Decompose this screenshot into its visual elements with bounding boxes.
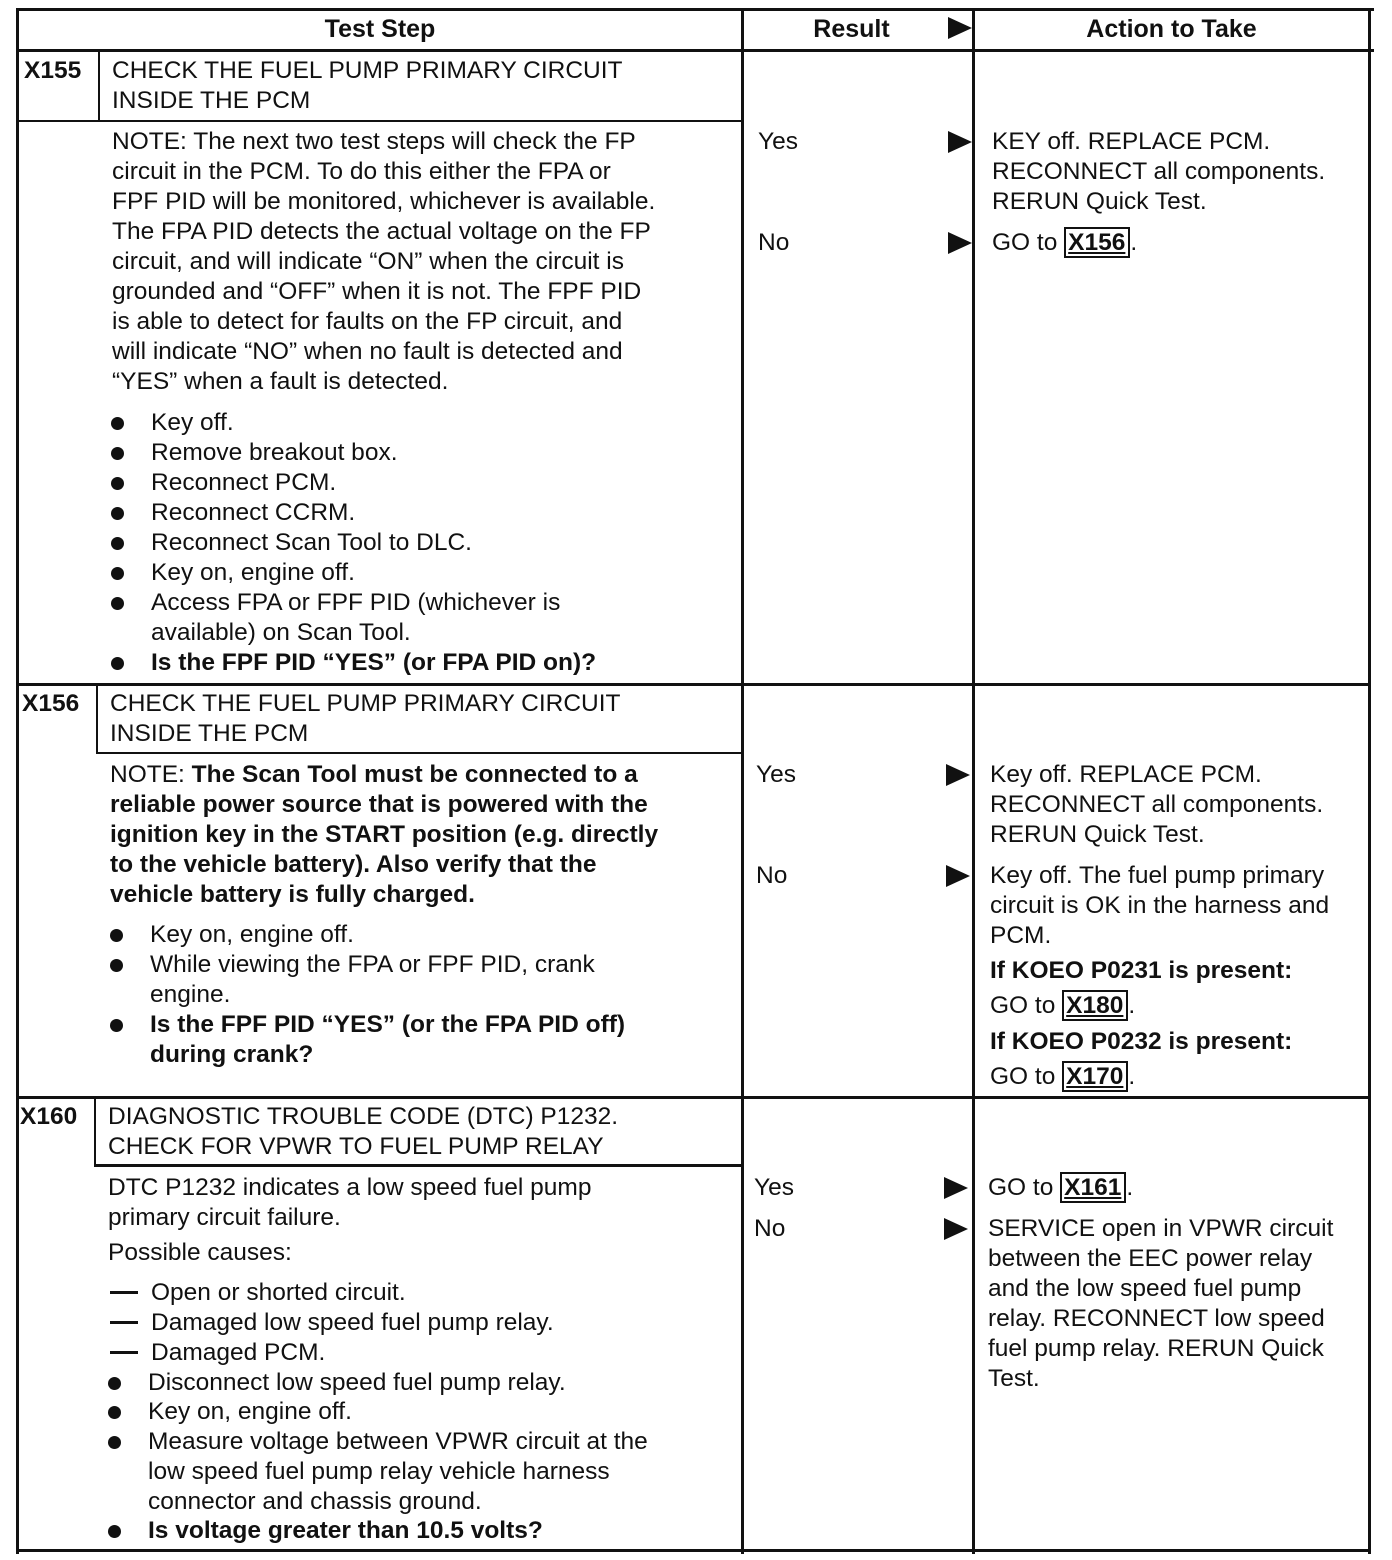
bullet-question: Is voltage greater than 10.5 volts? — [148, 1517, 543, 1544]
bullet-icon — [111, 507, 124, 520]
bullet-text-continued: connector and chassis ground. — [148, 1488, 482, 1515]
action-line: RECONNECT all components. — [990, 791, 1324, 818]
step-reference-link[interactable]: X180 — [1062, 990, 1128, 1021]
header-bottom-border — [16, 49, 1374, 52]
bullet-text: Measure voltage between VPWR circuit at the — [148, 1428, 648, 1455]
action-goto — [990, 991, 1135, 1021]
action-line: SERVICE open in VPWR circuit — [988, 1215, 1334, 1242]
result-arrow-icon — [948, 131, 972, 153]
cause-text: Open or shorted circuit. — [151, 1279, 406, 1306]
cause-text: Damaged PCM. — [151, 1339, 326, 1366]
action-line: Key off. The fuel pump primary — [990, 862, 1325, 889]
bullet-text: Key on, engine off. — [151, 559, 355, 586]
note-line: circuit in the PCM. To do this either the FPA or — [112, 158, 611, 185]
left-border — [16, 8, 19, 1554]
goto-period: . — [1126, 1174, 1134, 1201]
action-line: KEY off. REPLACE PCM. — [992, 128, 1271, 155]
action-goto — [990, 1062, 1135, 1092]
bullet-icon — [108, 1525, 121, 1538]
bullet-icon — [108, 1436, 121, 1449]
step-reference-link[interactable]: X170 — [1062, 1061, 1128, 1092]
step-title-line: CHECK THE FUEL PUMP PRIMARY CIRCUIT — [110, 690, 621, 717]
bullet-text: Access FPA or FPF PID (whichever is — [151, 589, 561, 616]
action-column-divider — [972, 8, 975, 1554]
action-line: relay. RECONNECT low speed — [988, 1305, 1325, 1332]
bullet-text-continued: engine. — [150, 981, 231, 1008]
result-no: No — [756, 862, 788, 889]
result-arrow-icon — [944, 1218, 968, 1240]
bullet-text: Remove breakout box. — [151, 439, 398, 466]
bullet-icon — [111, 417, 124, 430]
x155-id-divider — [98, 50, 100, 122]
result-column-divider — [741, 8, 744, 1554]
result-arrow-icon — [946, 764, 970, 786]
bullet-icon — [111, 657, 124, 670]
result-yes: Yes — [756, 761, 796, 788]
note-text: The Scan Tool must be connected to a — [191, 761, 638, 788]
step-title-line: INSIDE THE PCM — [112, 87, 311, 114]
note-line: vehicle battery is fully charged. — [110, 881, 475, 908]
dash-icon — [110, 1291, 138, 1294]
result-no: No — [754, 1215, 786, 1242]
note-line: reliable power source that is powered with the — [110, 791, 648, 818]
goto-period: . — [1130, 229, 1138, 256]
bullet-icon — [111, 567, 124, 580]
goto-text: GO to — [990, 1063, 1063, 1090]
note-line: is able to detect for faults on the FP circuit, and — [112, 308, 623, 335]
goto-period: . — [1128, 1063, 1136, 1090]
header-arrow-icon — [948, 17, 972, 39]
bullet-icon — [111, 447, 124, 460]
note-line: circuit, and will indicate “ON” when the circuit is — [112, 248, 624, 275]
bullet-text: While viewing the FPA or FPF PID, crank — [150, 951, 595, 978]
action-condition: If KOEO P0232 is present: — [990, 1028, 1293, 1055]
action-line: RECONNECT all components. — [992, 158, 1326, 185]
step-id: X160 — [20, 1103, 78, 1130]
dash-icon — [110, 1321, 138, 1324]
goto-period: . — [1128, 992, 1136, 1019]
step-title-line: CHECK THE FUEL PUMP PRIMARY CIRCUIT — [112, 57, 623, 84]
top-border — [16, 8, 1374, 11]
bullet-question-continued: during crank? — [150, 1041, 314, 1068]
step-reference-link[interactable]: X156 — [1064, 227, 1130, 258]
note-line: will indicate “NO” when no fault is detected and — [112, 338, 623, 365]
x160-title-bottom — [94, 1164, 743, 1167]
goto-text: GO to — [990, 992, 1063, 1019]
step-title-line: INSIDE THE PCM — [110, 720, 309, 747]
bullet-text-continued: low speed fuel pump relay vehicle harness — [148, 1458, 610, 1485]
action-condition: If KOEO P0231 is present: — [990, 957, 1293, 984]
bullet-text: Disconnect low speed fuel pump relay. — [148, 1369, 566, 1396]
bullet-text: Key on, engine off. — [150, 921, 354, 948]
note-line: to the vehicle battery). Also verify that the — [110, 851, 597, 878]
causes-label: Possible causes: — [108, 1239, 292, 1266]
action-goto — [992, 228, 1137, 258]
action-line: PCM. — [990, 922, 1052, 949]
bullet-question: Is the FPF PID “YES” (or FPA PID on)? — [151, 649, 597, 676]
bullet-text: Key off. — [151, 409, 234, 436]
cause-text: Damaged low speed fuel pump relay. — [151, 1309, 554, 1336]
bullet-question: Is the FPF PID “YES” (or the FPA PID off) — [150, 1011, 626, 1038]
header-result: Result — [813, 15, 890, 43]
right-border — [1368, 8, 1371, 1554]
dash-icon — [110, 1351, 138, 1354]
bullet-icon — [111, 477, 124, 490]
note-line: The FPA PID detects the actual voltage on the FP — [112, 218, 651, 245]
x155-title-bottom — [16, 120, 743, 122]
bullet-icon — [110, 1019, 123, 1032]
bullet-icon — [108, 1406, 121, 1419]
action-line: fuel pump relay. RERUN Quick — [988, 1335, 1324, 1362]
action-line: RERUN Quick Test. — [990, 821, 1205, 848]
action-line: circuit is OK in the harness and — [990, 892, 1330, 919]
note-line: ignition key in the START position (e.g. directly — [110, 821, 659, 848]
step-id: X156 — [22, 690, 80, 717]
action-goto — [988, 1173, 1133, 1203]
step-title-line: DIAGNOSTIC TROUBLE CODE (DTC) P1232. — [108, 1103, 619, 1130]
x160-id-divider — [94, 1097, 96, 1167]
note-line: “YES” when a fault is detected. — [112, 368, 449, 395]
action-line: Test. — [988, 1365, 1040, 1392]
bullet-text-continued: available) on Scan Tool. — [151, 619, 411, 646]
result-yes: Yes — [758, 128, 798, 155]
step-x160-top-border — [16, 1096, 1371, 1099]
bullet-icon — [110, 959, 123, 972]
action-line: between the EEC power relay — [988, 1245, 1313, 1272]
note-label: NOTE: — [110, 761, 192, 788]
note-line: NOTE: The next two test steps will check the FP — [112, 128, 636, 155]
step-x156-top-border — [16, 683, 1371, 686]
note-line: FPF PID will be monitored, whichever is available. — [112, 188, 656, 215]
bullet-text: Key on, engine off. — [148, 1398, 352, 1425]
header-action: Action to Take — [1086, 15, 1257, 43]
bullet-text: Reconnect CCRM. — [151, 499, 356, 526]
bullet-icon — [108, 1377, 121, 1390]
header-test-step: Test Step — [324, 15, 436, 43]
bullet-icon — [111, 537, 124, 550]
bullet-icon — [110, 929, 123, 942]
step-id: X155 — [24, 57, 82, 84]
bullet-text: Reconnect PCM. — [151, 469, 337, 496]
intro-line: DTC P1232 indicates a low speed fuel pump — [108, 1174, 592, 1201]
result-arrow-icon — [948, 232, 972, 254]
intro-line: primary circuit failure. — [108, 1204, 341, 1231]
note-line: grounded and “OFF” when it is not. The FPF PID — [112, 278, 642, 305]
action-line: RERUN Quick Test. — [992, 188, 1207, 215]
bullet-icon — [111, 597, 124, 610]
result-arrow-icon — [944, 1177, 968, 1199]
x156-title-bottom — [96, 752, 743, 754]
action-line: and the low speed fuel pump — [988, 1275, 1302, 1302]
goto-text: GO to — [988, 1174, 1061, 1201]
goto-text: GO to — [992, 229, 1065, 256]
result-yes: Yes — [754, 1174, 794, 1201]
step-reference-link[interactable]: X161 — [1060, 1172, 1126, 1203]
step-title-line: CHECK FOR VPWR TO FUEL PUMP RELAY — [108, 1133, 604, 1160]
bottom-border — [16, 1549, 1371, 1552]
bullet-text: Reconnect Scan Tool to DLC. — [151, 529, 472, 556]
x156-id-divider — [96, 684, 98, 754]
note-line — [110, 760, 638, 790]
result-arrow-icon — [946, 865, 970, 887]
result-no: No — [758, 229, 790, 256]
action-line: Key off. REPLACE PCM. — [990, 761, 1262, 788]
